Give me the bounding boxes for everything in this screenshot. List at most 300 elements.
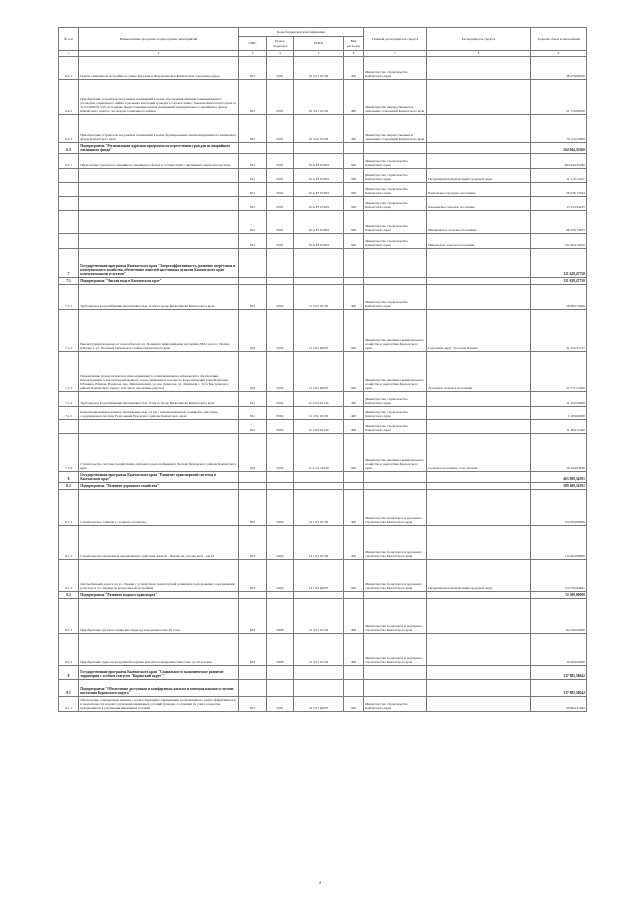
row-number — [59, 233, 79, 248]
row-grbs: 833 — [239, 559, 267, 591]
row-recipient — [427, 153, 531, 168]
row-ksr — [294, 665, 344, 679]
row-name: Трубопровод водоснабжения протяженностью 12 км в городе Вилючинске Камчатского края — [79, 284, 239, 309]
row-name: Подпрограмма "Развитие дорожного хозяйства" — [79, 482, 239, 489]
row-number: 6.4.3 — [59, 114, 79, 142]
row-grbs — [239, 679, 267, 696]
row-ksr: 10 А F3 67484 — [294, 196, 344, 210]
column-number: 5 — [294, 51, 344, 57]
row-amount: 46 558,74675 — [531, 210, 587, 233]
header-kvr: Вид расходов — [344, 37, 364, 51]
row-name: Обеспечение стандартным жильем, соответствующим современным требованиям по энергоэффективности и экологичности в целях улучшения жилищных условий граждан, состоящих на учете в качестве нуждающихся в улучшении жилищных условий — [79, 696, 239, 711]
row-number: 8 — [59, 471, 79, 482]
row-amount: 26 682,75600 — [531, 284, 587, 309]
row-section: 0409 — [267, 489, 294, 525]
row-name: Государственная программа Камчатского края "Социальное и экономическое развитие территории с особым статусом "Корякский округ"" — [79, 665, 239, 679]
table-row — [59, 433, 587, 471]
header-recipient: Распорядитель средств — [427, 28, 531, 51]
row-name — [79, 168, 239, 182]
row-number: 8.2.2 — [59, 633, 79, 665]
row-recipient — [427, 665, 531, 679]
row-number: 7.1.3 — [59, 351, 79, 391]
row-kvr — [344, 482, 364, 489]
row-recipient — [427, 277, 531, 284]
row-section: 0502 — [267, 351, 294, 391]
row-name: Подключение (технологическое присоединение) к сетям инженерно-технического обеспечения. Реконструкция сетей централизованного теплоснабжения и холодного водоснабжения улиц Береговая, Штанина, Южная, Вазирова, пер. Механический, ул. им. Девятова, ул. Лиричная с. Эссо Быстринского района Камчатского края (с том числе проектные работы) — [79, 351, 239, 391]
row-manager — [364, 665, 427, 679]
table-row — [59, 633, 587, 665]
row-name: Приобретение грузопассажирских барж грузоподъемностью 40 тонн — [79, 598, 239, 633]
table-row — [59, 248, 587, 277]
row-ksr: 22 3 01 40070 — [294, 696, 344, 711]
table-row — [59, 471, 587, 482]
row-grbs: 822 — [239, 114, 267, 142]
row-section: 0501 — [267, 114, 294, 142]
table-row — [59, 196, 587, 210]
row-number: 6.5.1 — [59, 153, 79, 168]
row-manager: Министерство строительства Камчатского края — [364, 210, 427, 233]
table-header — [59, 28, 587, 57]
table-row — [59, 79, 587, 114]
table-row — [59, 153, 587, 168]
row-number: 8.2.1 — [59, 598, 79, 633]
table-row — [59, 665, 587, 679]
row-amount: 137 885,58642 — [531, 679, 587, 696]
row-kvr: 400 — [344, 525, 364, 559]
row-section: 0502 — [267, 391, 294, 406]
column-number: 3 — [239, 51, 267, 57]
row-amount: 31 352,47137 — [531, 309, 587, 351]
row-recipient — [427, 591, 531, 598]
row-amount: 64 500,00000 — [531, 598, 587, 633]
row-number: 8.1.1 — [59, 489, 79, 525]
row-manager: Министерство строительства Камчатского края — [364, 696, 427, 711]
row-name: Приобретение (строительство) жилых помещений в целях обеспечения жилыми помещениями по договорам социального найма отдельных категорий граждан в соответствии с Законом Камчатского края от 31.03.2009 № 233 «О порядке предоставления жилых помещений муниципального жилищного фонда Камчатского края по договорам социального найма» — [79, 79, 239, 114]
row-ksr: 10 А F3 67484 — [294, 233, 344, 248]
column-number: 1 — [59, 51, 79, 57]
row-number: 9.1 — [59, 679, 79, 696]
row-manager: Министерство транспорта и дорожного строительства Камчатского края — [364, 633, 427, 665]
column-number: 2 — [79, 51, 239, 57]
row-amount: 154 795,64691 — [531, 559, 587, 591]
row-ksr: 10 А F3 67484 — [294, 182, 344, 196]
row-ksr: 10 А F3 67484 — [294, 168, 344, 182]
row-grbs: 833 — [239, 525, 267, 559]
row-recipient: Мильковское сельское поселение — [427, 210, 531, 233]
row-number: 9.1.1 — [59, 696, 79, 711]
row-ksr: 12 3 01 10130 — [294, 633, 344, 665]
row-number: 6.4.2 — [59, 79, 79, 114]
row-grbs: 833 — [239, 633, 267, 665]
row-manager: Министерство жилищно-коммунального хозяйства и энергетики Камчатского края — [364, 309, 427, 351]
row-name: Строительство автомобиля продавленного действия Авачой - Палана на участке км 0 - км 16 — [79, 525, 239, 559]
row-kvr: 500 — [344, 210, 364, 233]
table-row — [59, 56, 587, 79]
row-kvr: 500 — [344, 433, 364, 471]
row-ksr: 12 1 03 10130 — [294, 525, 344, 559]
row-grbs — [239, 471, 267, 482]
table-row — [59, 598, 587, 633]
row-recipient: Городской округ "поселок Палана" — [427, 309, 531, 351]
header-manager: Главный распорядитель средств — [364, 28, 427, 51]
row-manager: Министерство строительства Камчатского края — [364, 284, 427, 309]
row-grbs: 810 — [239, 309, 267, 351]
row-manager: Министерство строительства Камчатского края — [364, 182, 427, 196]
row-manager: Министерство строительства Камчатского края — [364, 153, 427, 168]
table-row — [59, 277, 587, 284]
row-name — [79, 419, 239, 433]
row-amount: 112 602,69900 — [531, 525, 587, 559]
row-manager — [364, 277, 427, 284]
row-amount: 11 710,72167 — [531, 168, 587, 182]
row-grbs — [239, 665, 267, 679]
row-amount: 90 864,31662 — [531, 696, 587, 711]
row-kvr: 500 — [344, 153, 364, 168]
row-number — [59, 210, 79, 233]
row-kvr — [344, 248, 364, 277]
row-section — [267, 248, 294, 277]
row-name — [79, 233, 239, 248]
row-section: 0409 — [267, 525, 294, 559]
table-row — [59, 559, 587, 591]
row-name: Реконструкция водовода от водозабора по ул. Полевая к микрорайонам застройки ДМ-1 на пос. Палана (Палана 1, ул. Полевая) Тигильского района Камчатского края — [79, 309, 239, 351]
row-amount: 1 260,00000 — [531, 406, 587, 419]
row-manager — [364, 248, 427, 277]
row-recipient: Петропавловск-Камчатский городской округ — [427, 559, 531, 591]
row-recipient — [427, 56, 531, 79]
row-name: Подпрограмма "Развитие водного транспорта" — [79, 591, 239, 598]
table-row — [59, 233, 587, 248]
row-amount: 15 233,94435 — [531, 196, 587, 210]
row-name: Подпрограмма "Чистая вода в Камчатском крае" — [79, 277, 239, 284]
table-row — [59, 489, 587, 525]
header-num: № п/п — [59, 28, 79, 51]
table-row — [59, 391, 587, 406]
row-kvr — [344, 679, 364, 696]
table-row — [59, 406, 587, 419]
row-grbs: 810 — [239, 433, 267, 471]
table-row — [59, 419, 587, 433]
row-kvr — [344, 591, 364, 598]
row-ksr: 11 2 02 R1130 — [294, 419, 344, 433]
row-ksr: 12 1 04 40070 — [294, 559, 344, 591]
row-grbs — [239, 591, 267, 598]
row-manager: Министерство строительства Камчатского края — [364, 419, 427, 433]
row-grbs: 810 — [239, 351, 267, 391]
row-amount: 56 036,17944 — [531, 182, 587, 196]
row-grbs: 812 — [239, 56, 267, 79]
header-ksr: КЦСР — [294, 37, 344, 51]
row-kvr: 400 — [344, 284, 364, 309]
row-grbs: 812 — [239, 419, 267, 433]
row-recipient — [427, 696, 531, 711]
row-number: 6.5 — [59, 142, 79, 153]
row-section: 0408 — [267, 633, 294, 665]
row-section: 0502 — [267, 309, 294, 351]
row-ksr: 11 2 G5 52430 — [294, 433, 344, 471]
row-recipient — [427, 598, 531, 633]
row-manager: Министерство транспорта и дорожного строительства Камчатского края — [364, 559, 427, 591]
row-ksr — [294, 679, 344, 696]
table-row — [59, 182, 587, 196]
row-number: 7.1.6 — [59, 433, 79, 471]
row-ksr: 10 3 01 10130 — [294, 56, 344, 79]
row-manager: Министерство жилищно-коммунального хозяйства и энергетики Камчатского края — [364, 351, 427, 391]
row-section: 0409 — [267, 559, 294, 591]
row-section: 0501 — [267, 210, 294, 233]
row-manager: Министерство строительства Камчатского края — [364, 406, 427, 419]
row-section — [267, 277, 294, 284]
row-grbs: 812 — [239, 391, 267, 406]
row-manager: Министерство транспорта и дорожного строительства Камчатского края — [364, 525, 427, 559]
row-amount: 10 234,03638 — [531, 433, 587, 471]
row-recipient — [427, 391, 531, 406]
row-section: 0502 — [267, 433, 294, 471]
row-ksr: 12 1 03 10130 — [294, 489, 344, 525]
row-name: Автомобильная дорога по ул. Ларина с устройством транспортной развязки и подходовыми сооружениями (участок от ул. Ларина до конца жилой застройки) — [79, 559, 239, 591]
row-manager: Министерство строительства Камчатского края — [364, 391, 427, 406]
row-recipient — [427, 114, 531, 142]
header-grbs: ГРБС — [239, 37, 267, 51]
row-name: Строительство тоннеля у стадиона «Спартак» — [79, 489, 239, 525]
column-number: 9 — [531, 51, 587, 57]
row-kvr — [344, 142, 364, 153]
row-kvr: 400 — [344, 391, 364, 406]
row-ksr: 11 2 02 10130 — [294, 284, 344, 309]
header-codes-group: Коды бюджетной классификации — [239, 28, 364, 37]
row-recipient — [427, 471, 531, 482]
row-grbs: 812 — [239, 210, 267, 233]
table-row — [59, 284, 587, 309]
row-recipient — [427, 406, 531, 419]
row-number: 6.4.1 — [59, 56, 79, 79]
row-ksr — [294, 482, 344, 489]
row-manager — [364, 482, 427, 489]
row-recipient: Петропавловск-Камчатский городской округ — [427, 168, 531, 182]
row-number: 7.1.1 — [59, 284, 79, 309]
table-body — [59, 56, 587, 711]
row-kvr: 500 — [344, 196, 364, 210]
row-name — [79, 196, 239, 210]
row-grbs — [239, 482, 267, 489]
row-grbs: 812 — [239, 182, 267, 196]
row-manager: Министерство строительства Камчатского края — [364, 196, 427, 210]
row-grbs: 812 — [239, 196, 267, 210]
row-amount: 135 404,74910 — [531, 233, 587, 248]
table-row — [59, 679, 587, 696]
table-row — [59, 696, 587, 711]
row-name: Трубопровод водоснабжения протяженностью 12 км в городе Вилючинске Камчатского края — [79, 391, 239, 406]
row-manager: Министерство строительства Камчатского края — [364, 233, 427, 248]
row-kvr: 400 — [344, 419, 364, 433]
row-amount: 389 408,34591 — [531, 482, 587, 489]
row-name: Подпрограмма "Региональная адресная программа по переселению граждан из аварийного жилищного фонда" — [79, 142, 239, 153]
row-amount: 10 000,00000 — [531, 633, 587, 665]
row-recipient — [427, 284, 531, 309]
row-section: 0501 — [267, 153, 294, 168]
row-amount: 264 944,35260 — [531, 142, 587, 153]
row-recipient — [427, 79, 531, 114]
row-section: 0502 — [267, 284, 294, 309]
row-grbs: 833 — [239, 598, 267, 633]
row-manager — [364, 142, 427, 153]
row-number: 9 — [59, 665, 79, 679]
row-ksr — [294, 248, 344, 277]
row-kvr — [344, 471, 364, 482]
column-number: 8 — [427, 51, 531, 57]
row-ksr — [294, 142, 344, 153]
row-amount: 25 771,21000 — [531, 351, 587, 391]
row-number: 7.1.4 — [59, 391, 79, 406]
row-kvr: 400 — [344, 633, 364, 665]
row-kvr: 500 — [344, 696, 364, 711]
row-section: 0501 — [267, 696, 294, 711]
row-section — [267, 591, 294, 598]
row-section — [267, 471, 294, 482]
row-name: Строительство системы хозяйственно-питьевого водоснабжения в Лесной Тигильского района Камчатского края — [79, 433, 239, 471]
row-recipient — [427, 525, 531, 559]
row-kvr: 500 — [344, 559, 364, 591]
row-ksr: 10 А F3 67484 — [294, 153, 344, 168]
row-section: 0501 — [267, 79, 294, 114]
row-manager — [364, 679, 427, 696]
row-section — [267, 665, 294, 679]
row-ksr: 11 2 02 R1130 — [294, 391, 344, 406]
column-number: 7 — [364, 51, 427, 57]
row-amount: 264 944,35260 — [531, 153, 587, 168]
row-kvr: 400 — [344, 489, 364, 525]
row-name: Государственная программа Камчатского края "Развитие транспортной системы в Камчатском крае" — [79, 471, 239, 482]
row-recipient — [427, 142, 531, 153]
row-kvr: 500 — [344, 309, 364, 351]
row-name: Подпрограмма "Обеспечение доступным и комфортным жильем и коммунальными услугами населения Корякского округа" — [79, 679, 239, 696]
row-amount: 463 908,34591 — [531, 471, 587, 482]
row-manager: Министерство строительства Камчатского края — [364, 56, 427, 79]
row-section: 0502 — [267, 406, 294, 419]
row-ksr — [294, 591, 344, 598]
row-grbs: 812 — [239, 168, 267, 182]
header-name: Наименование программ, подпрограмм, мероприятий — [79, 28, 239, 51]
row-recipient — [427, 489, 531, 525]
row-grbs: 833 — [239, 489, 267, 525]
row-recipient: Елизовское городское поселение — [427, 182, 531, 196]
row-amount: 137 885,58642 — [531, 665, 587, 679]
row-number: 8.1.3 — [59, 559, 79, 591]
row-recipient: Эссовское сельское поселение — [427, 351, 531, 391]
row-ksr: 11 2 02 40070 — [294, 351, 344, 391]
table-row — [59, 591, 587, 598]
row-kvr — [344, 665, 364, 679]
row-ksr: 11 2 02 40070 — [294, 309, 344, 351]
document-sheet — [58, 27, 586, 712]
row-ksr: 10 3 04 10130 — [294, 114, 344, 142]
row-section — [267, 482, 294, 489]
row-section: 0501 — [267, 196, 294, 210]
row-grbs — [239, 248, 267, 277]
row-ksr — [294, 471, 344, 482]
header-amount: Годовой объем ассигнований — [531, 28, 587, 51]
row-grbs: 812 — [239, 696, 267, 711]
row-number: 8.2 — [59, 591, 79, 598]
row-number: 8.1 — [59, 482, 79, 489]
row-amount: 70 112,23000 — [531, 114, 587, 142]
row-kvr: 400 — [344, 598, 364, 633]
row-manager — [364, 591, 427, 598]
row-name: Группа смешанной застройки по улице Кутузова в Петропавловск-Камчатском городском округе — [79, 56, 239, 79]
row-grbs: 822 — [239, 79, 267, 114]
row-grbs: 812 — [239, 406, 267, 419]
row-grbs — [239, 142, 267, 153]
row-recipient — [427, 248, 531, 277]
row-amount: 51 710,98100 — [531, 79, 587, 114]
row-manager: Министерство строительства Камчатского края — [364, 168, 427, 182]
row-ksr — [294, 277, 344, 284]
row-recipient — [427, 482, 531, 489]
appropriations-table — [58, 27, 587, 712]
row-manager — [364, 471, 427, 482]
row-section: 0502 — [267, 419, 294, 433]
row-name: Переселение граждан из аварийного жилищного фонда в соответствии с жилищным законодательством — [79, 153, 239, 168]
row-recipient: Никольское сельское поселение — [427, 233, 531, 248]
row-section: 0501 — [267, 182, 294, 196]
row-kvr: 400 — [344, 406, 364, 419]
row-number: 7 — [59, 248, 79, 277]
row-kvr: 500 — [344, 351, 364, 391]
row-number: 7.1 — [59, 277, 79, 284]
row-name — [79, 210, 239, 233]
table-row — [59, 525, 587, 559]
row-kvr: 400 — [344, 56, 364, 79]
table-row — [59, 351, 587, 391]
row-grbs: 812 — [239, 233, 267, 248]
table-row — [59, 309, 587, 351]
row-grbs: 812 — [239, 284, 267, 309]
row-name — [79, 182, 239, 196]
row-ksr: 10 3 01 10130 — [294, 79, 344, 114]
row-name: Государственная программа Камчатского края "Энергоэффективность, развитие энергетики и коммунального хозяйства, обеспечение жителей населенных пунктов Камчатского края коммунальными услугами" — [79, 248, 239, 277]
row-section: 0501 — [267, 168, 294, 182]
table-row — [59, 168, 587, 182]
table-row — [59, 482, 587, 489]
row-number — [59, 168, 79, 182]
table-row — [59, 114, 587, 142]
header-section: Раздел, подраздел — [267, 37, 294, 51]
column-number: 4 — [267, 51, 294, 57]
row-manager: Министерство транспорта и дорожного строительства Камчатского края — [364, 489, 427, 525]
row-ksr: 12 3 01 10130 — [294, 598, 344, 633]
row-amount: 11 432,26200 — [531, 391, 587, 406]
row-amount: 74 500,00000 — [531, 591, 587, 598]
row-number: 7.1.5 — [59, 406, 79, 419]
row-kvr: 500 — [344, 168, 364, 182]
row-kvr: 500 — [344, 233, 364, 248]
row-number: 7.1.2 — [59, 309, 79, 351]
row-manager: Министерство жилищно-коммунального хозяйства и энергетики Камчатского края — [364, 433, 427, 471]
row-recipient: Сельское поселение "село Лесная" — [427, 433, 531, 471]
row-recipient — [427, 679, 531, 696]
row-ksr: 11 2 02 10130 — [294, 406, 344, 419]
row-amount: 38 276,98100 — [531, 56, 587, 79]
row-recipient — [427, 633, 531, 665]
row-number: 8.1.2 — [59, 525, 79, 559]
row-section — [267, 142, 294, 153]
row-kvr: 500 — [344, 182, 364, 196]
row-ksr: 10 А F3 67484 — [294, 210, 344, 233]
row-amount: 11 494,15300 — [531, 419, 587, 433]
column-number: 6 — [344, 51, 364, 57]
row-grbs: 812 — [239, 153, 267, 168]
row-manager: Министерство имущественных и земельных отношений Камчатского края — [364, 79, 427, 114]
